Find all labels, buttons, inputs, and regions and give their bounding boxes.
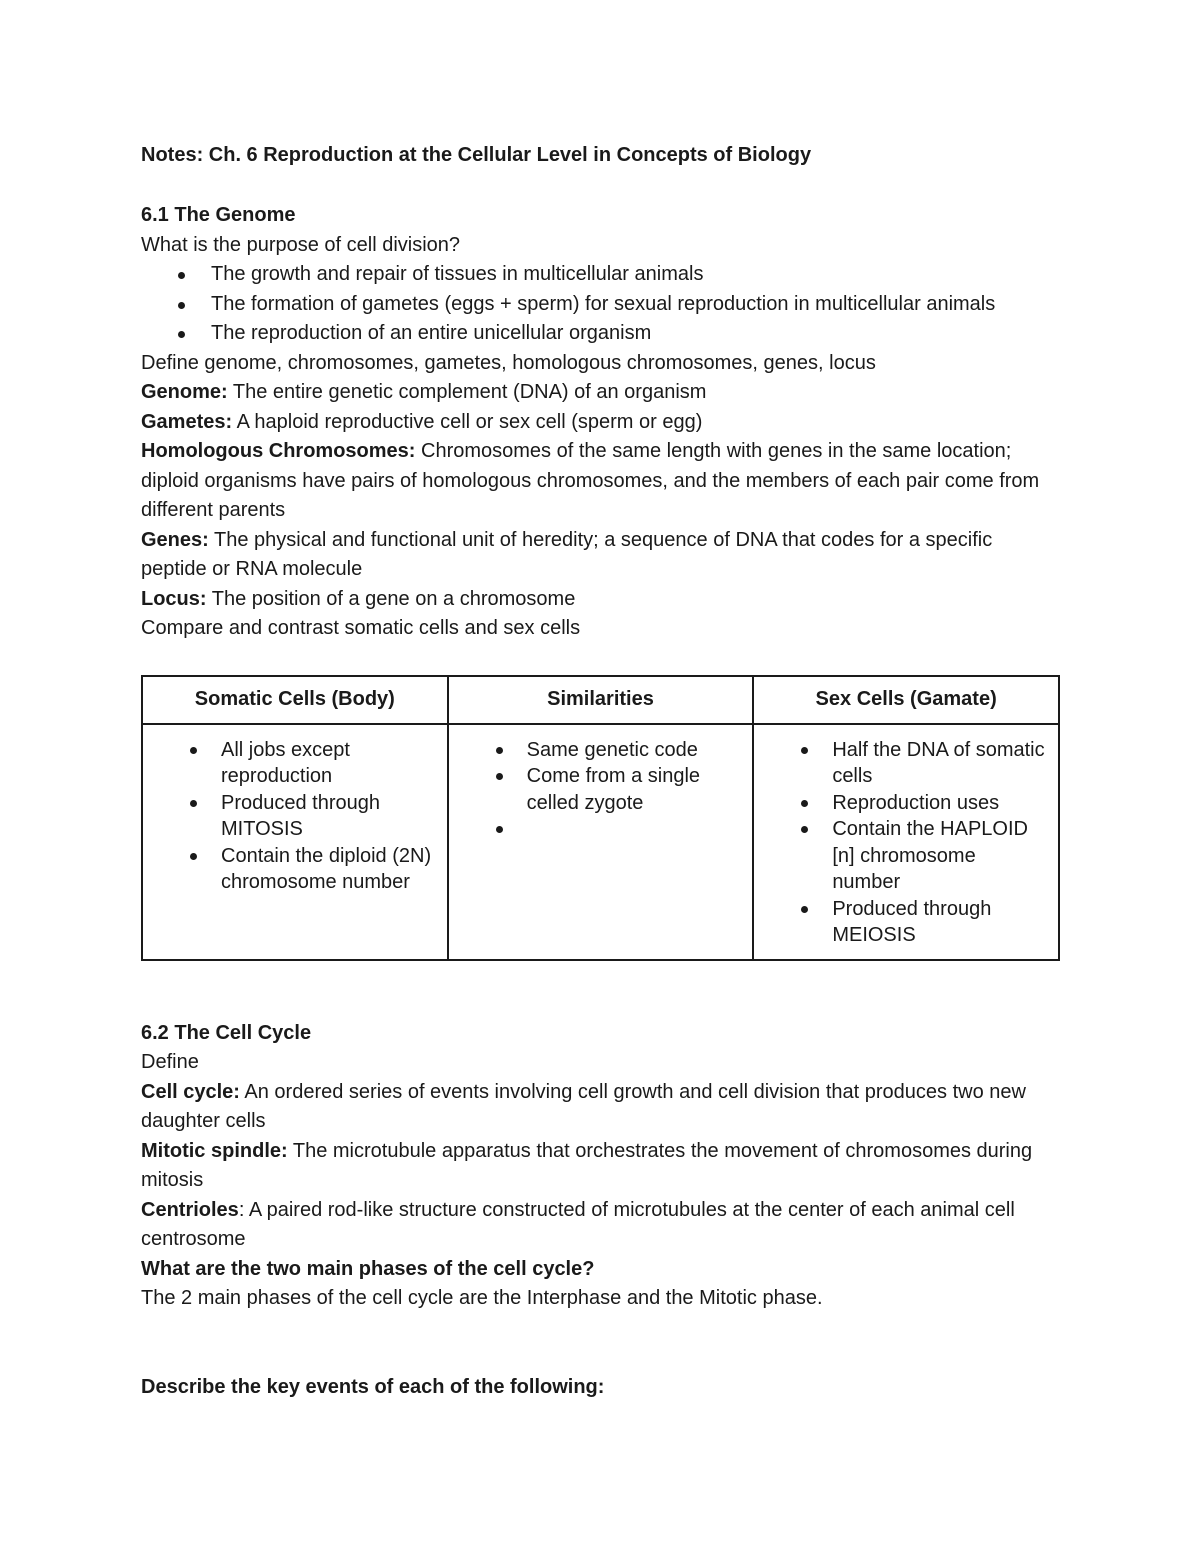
list-item: The formation of gametes (eggs + sperm) for sexual reproduction in multicellular animals (141, 290, 1061, 320)
definition-locus (141, 585, 1061, 615)
sex-cells-list (764, 737, 1048, 949)
definition-term: Centrioles (141, 1198, 239, 1221)
column-header-somatic: Somatic Cells (Body) (142, 676, 448, 724)
list-item: Half the DNA of somatic cells (764, 737, 1048, 790)
definition-term: Homologous Chromosomes: (141, 440, 416, 462)
definition-homologous-chromosomes (141, 437, 1061, 526)
define-prompt: Define genome, chromosomes, gametes, homologous chromosomes, genes, locus (141, 351, 876, 374)
definition-text: : A paired rod-like structure constructed of microtubules at the center of each animal cell centrosome (141, 1198, 1015, 1250)
definition-text: The entire genetic complement (DNA) of an organism (227, 381, 707, 403)
list-item: Reproduction uses (764, 790, 1048, 817)
definition-text: The physical and functional unit of heredity; a sequence of DNA that codes for a specific peptide or RNA molecule (141, 528, 993, 580)
table-row (142, 724, 1059, 960)
definition-text: The microtubule apparatus that orchestrates the movement of chromosomes during mitosis (141, 1139, 1033, 1191)
table-header-row (142, 676, 1059, 724)
definition-term: Mitotic spindle: (141, 1139, 288, 1162)
list-item: The reproduction of an entire unicellular organism (141, 319, 1061, 349)
describe-prompt: Describe the key events of each of the following: (141, 1375, 605, 1398)
phases-question: What are the two main phases of the cell cycle? (141, 1257, 595, 1280)
list-item (459, 816, 743, 843)
section-heading-cell-cycle: 6.2 The Cell Cycle (141, 1021, 312, 1044)
list-item: Contain the diploid (2N) chromosome number (153, 843, 437, 896)
list-item: Contain the HAPLOID [n] chromosome number (764, 816, 1048, 896)
definition-mitotic-spindle (141, 1137, 1061, 1196)
document-page (141, 141, 1061, 1402)
definition-term: Genome: (141, 381, 228, 403)
phases-answer: The 2 main phases of the cell cycle are the Interphase and the Mitotic phase. (141, 1287, 823, 1309)
somatic-cell (142, 724, 448, 960)
list-item: The growth and repair of tissues in multicellular animals (141, 260, 1061, 290)
column-header-sex-cells: Sex Cells (Gamate) (753, 676, 1059, 724)
definition-genes (141, 526, 1061, 585)
section-heading-genome: 6.1 The Genome (141, 204, 296, 226)
definition-centrioles (141, 1196, 1061, 1255)
comparison-table (141, 675, 1060, 961)
similarities-list (459, 737, 743, 843)
definition-genome (141, 378, 1061, 408)
definition-term: Gametes: (141, 410, 233, 433)
define-label: Define (141, 1051, 199, 1073)
definition-term: Genes: (141, 528, 209, 551)
list-item: Come from a single celled zygote (459, 763, 743, 816)
definition-cell-cycle (141, 1078, 1061, 1137)
list-item: Produced through MITOSIS (153, 790, 437, 843)
compare-prompt: Compare and contrast somatic cells and sex cells (141, 617, 581, 639)
sex-cells-cell (753, 724, 1059, 960)
purpose-question: What is the purpose of cell division? (141, 233, 461, 256)
definition-text: A haploid reproductive cell or sex cell (sperm or egg) (232, 410, 703, 433)
definition-term: Locus: (141, 587, 207, 610)
list-item: All jobs except reproduction (153, 737, 437, 790)
definition-gametes (141, 408, 1061, 438)
definition-term: Cell cycle: (141, 1080, 240, 1103)
document-title: Notes: Ch. 6 Reproduction at the Cellular Level in Concepts of Biology (141, 144, 812, 166)
somatic-list (153, 737, 437, 896)
purpose-list (141, 260, 1061, 349)
definition-text: The position of a gene on a chromosome (206, 587, 576, 610)
list-item: Same genetic code (459, 737, 743, 764)
definition-text: An ordered series of events involving cell growth and cell division that produces two new daughter cells (141, 1080, 1026, 1132)
list-item: Produced through MEIOSIS (764, 896, 1048, 949)
definition-text: Chromosomes of the same length with genes in the same location; diploid organisms have pairs of homologous chromosomes, and the members of each pair come from different parents (141, 440, 1040, 521)
similarities-cell (448, 724, 754, 960)
column-header-similarities: Similarities (448, 676, 754, 724)
